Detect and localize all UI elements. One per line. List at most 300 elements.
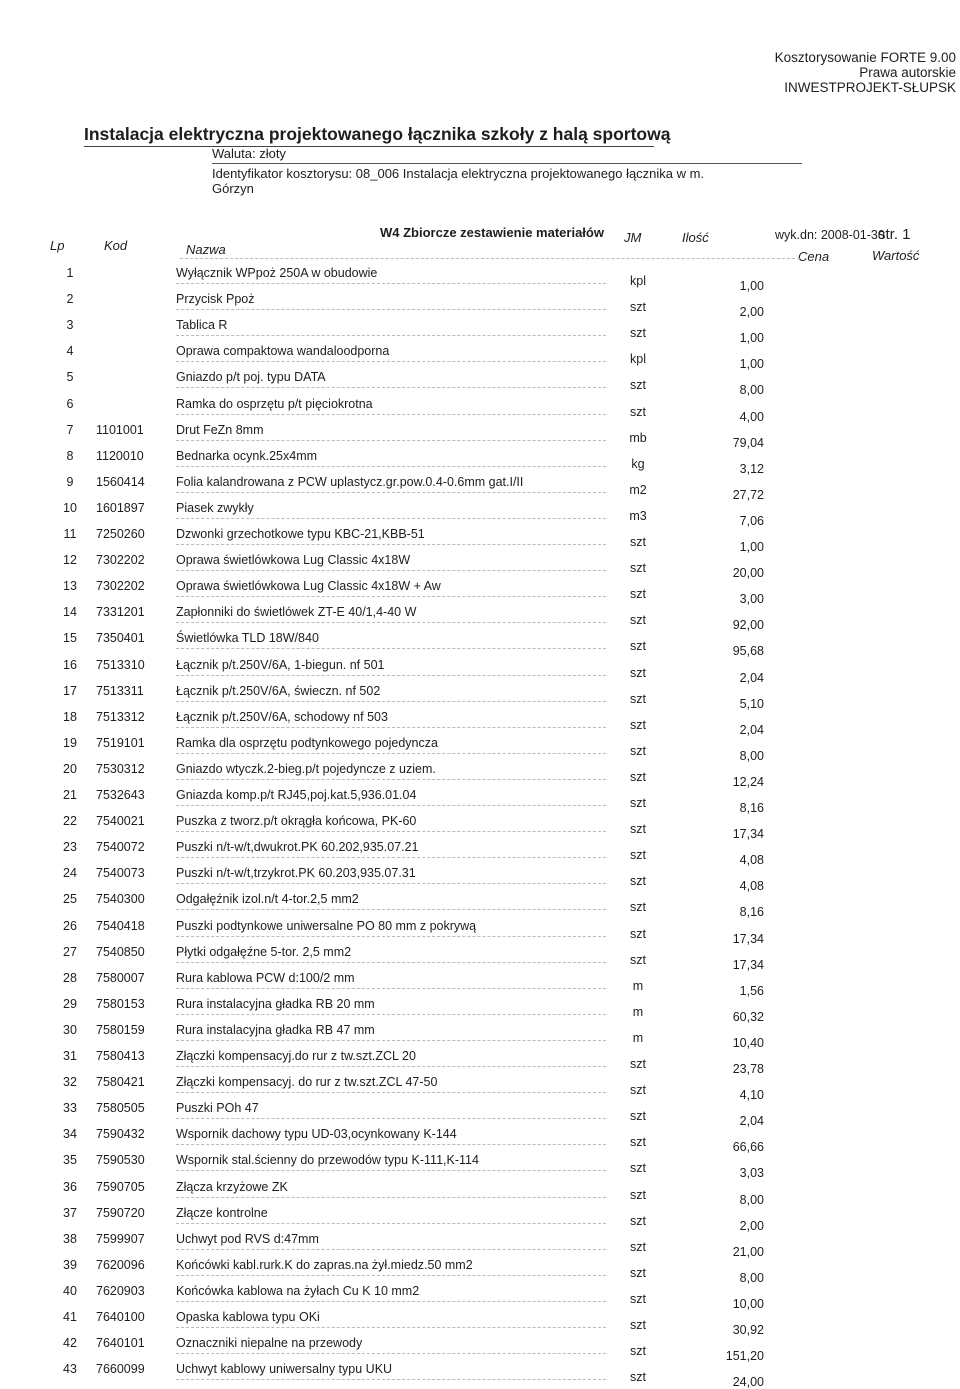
table-row <box>0 1049 960 1075</box>
row-lp: 37 <box>63 1205 77 1220</box>
row-lp: 22 <box>63 814 77 829</box>
row-lp: 19 <box>63 735 77 750</box>
estimate-identifier <box>212 166 704 196</box>
row-jm: szt <box>630 378 646 393</box>
table-row <box>0 1258 960 1284</box>
row-kod: 7640100 <box>96 1310 145 1324</box>
row-name: Tablica R <box>176 318 228 333</box>
row-jm: szt <box>630 1135 646 1150</box>
row-divider <box>176 466 606 467</box>
table-row <box>0 710 960 736</box>
row-name: Złącze kontrolne <box>176 1205 268 1220</box>
row-lp: 6 <box>66 396 74 411</box>
table-row <box>0 318 960 344</box>
row-name: Rura instalacyjna gładka RB 47 mm <box>176 1022 375 1037</box>
row-divider <box>176 309 606 310</box>
row-lp: 38 <box>63 1231 77 1246</box>
row-quantity: 17,34 <box>732 931 764 946</box>
row-jm: szt <box>630 535 646 549</box>
table-row <box>0 788 960 814</box>
row-divider <box>176 414 606 415</box>
row-kod: 7250260 <box>96 527 145 541</box>
row-lp: 17 <box>63 683 77 698</box>
row-quantity: 8,00 <box>739 1270 764 1285</box>
row-name: Łącznik p/t.250V/6A, 1-biegun. nf 501 <box>176 657 385 672</box>
row-kod: 7513310 <box>96 657 145 672</box>
table-row <box>0 1336 960 1362</box>
row-divider <box>176 936 606 937</box>
row-jm: szt <box>630 639 646 654</box>
row-name: Gniazdo p/t poj. typu DATA <box>176 370 326 385</box>
row-lp: 18 <box>63 709 77 724</box>
row-name: Oznaczniki niepalne na przewody <box>176 1336 363 1351</box>
row-name: Przycisk Ppoż <box>176 292 255 307</box>
row-divider <box>176 962 606 963</box>
row-quantity: 20,00 <box>732 566 764 581</box>
column-header-jm: JM <box>624 230 642 245</box>
row-divider <box>176 335 606 336</box>
row-jm: szt <box>630 717 646 732</box>
row-lp: 1 <box>66 266 74 280</box>
row-jm: szt <box>630 1318 646 1332</box>
app-name: Kosztorysowanie FORTE 9.00 <box>774 50 956 65</box>
row-divider <box>176 857 606 858</box>
row-divider <box>176 1353 606 1354</box>
row-divider <box>176 518 606 519</box>
table-row <box>0 840 960 866</box>
row-quantity: 12,24 <box>732 774 764 789</box>
row-name: Bednarka ocynk.25x4mm <box>176 448 318 463</box>
row-quantity: 24,00 <box>732 1375 764 1389</box>
row-quantity: 79,04 <box>732 435 764 450</box>
table-row <box>0 527 960 553</box>
column-header-lp: Lp <box>50 238 65 253</box>
row-quantity: 2,00 <box>739 305 764 320</box>
row-name: Świetlówka TLD 18W/840 <box>176 631 319 646</box>
row-kod: 1601897 <box>96 500 145 515</box>
row-kod: 7640101 <box>96 1336 145 1351</box>
title-divider <box>84 146 654 147</box>
row-divider <box>176 701 606 702</box>
row-quantity: 8,00 <box>739 1192 764 1207</box>
table-row <box>0 1362 960 1388</box>
row-divider <box>176 988 606 989</box>
row-name: Zapłonniki do świetlówek ZT-E 40/1,4-40 W <box>176 605 417 620</box>
table-row <box>0 1023 960 1049</box>
row-name: Rura instalacyjna gładka RB 20 mm <box>176 996 375 1011</box>
row-name: Wspornik stal.ścienny do przewodów typu K-111,K-114 <box>176 1153 479 1168</box>
table-row <box>0 449 960 475</box>
row-quantity: 2,04 <box>739 670 764 685</box>
table-row <box>0 866 960 892</box>
table-row <box>0 423 960 449</box>
row-lp: 36 <box>63 1179 77 1194</box>
table-row <box>0 1206 960 1232</box>
row-lp: 43 <box>63 1362 77 1377</box>
row-kod: 7331201 <box>96 605 145 620</box>
row-name: Oprawa świetlówkowa Lug Classic 4x18W <box>176 553 411 568</box>
row-name: Łącznik p/t.250V/6A, świeczn. nf 502 <box>176 683 381 698</box>
row-quantity: 8,16 <box>739 801 764 815</box>
row-lp: 11 <box>63 527 77 541</box>
row-kod: 7540072 <box>96 840 145 855</box>
row-quantity: 60,32 <box>732 1009 764 1024</box>
row-lp: 33 <box>63 1101 77 1116</box>
row-quantity: 10,00 <box>732 1296 764 1311</box>
row-jm: szt <box>630 1370 646 1385</box>
table-row <box>0 919 960 945</box>
table-row <box>0 605 960 631</box>
row-lp: 23 <box>63 840 77 855</box>
row-kod: 7540073 <box>96 866 145 881</box>
row-name: Folia kalandrowana z PCW uplastycz.gr.pow.0.4-0.6mm gat.I/II <box>176 474 524 489</box>
row-quantity: 1,00 <box>739 279 764 293</box>
row-lp: 42 <box>63 1336 77 1351</box>
table-row <box>0 892 960 918</box>
row-kod: 7519101 <box>96 735 145 750</box>
row-lp: 7 <box>66 422 74 437</box>
table-row <box>0 344 960 370</box>
table-row <box>0 1232 960 1258</box>
company-name: INWESTPROJEKT-SŁUPSK <box>784 80 956 95</box>
row-divider <box>176 492 606 493</box>
column-header-kod: Kod <box>104 238 128 253</box>
row-kod: 7580413 <box>96 1049 145 1063</box>
row-name: Odgałęźnik izol.n/t 4-tor.2,5 mm2 <box>176 892 359 907</box>
row-jm: szt <box>630 300 646 315</box>
row-quantity: 8,00 <box>739 383 764 398</box>
column-header-cena: Cena <box>798 249 830 264</box>
row-name: Oprawa świetlówkowa Lug Classic 4x18W + Aw <box>176 579 441 594</box>
row-jm: szt <box>630 326 646 341</box>
currency-label: Waluta: złoty <box>212 146 286 161</box>
row-lp: 13 <box>63 579 77 594</box>
table-row <box>0 658 960 684</box>
table-row <box>0 736 960 762</box>
row-lp: 32 <box>63 1075 77 1090</box>
row-lp: 15 <box>63 631 77 646</box>
table-row <box>0 631 960 657</box>
row-quantity: 4,10 <box>739 1088 764 1103</box>
row-divider <box>176 1014 606 1015</box>
row-quantity: 4,08 <box>739 879 764 894</box>
table-row <box>0 266 960 292</box>
row-quantity: 92,00 <box>732 618 764 633</box>
row-quantity: 3,12 <box>739 461 764 476</box>
row-divider <box>176 727 606 728</box>
row-name: Wspornik dachowy typu UD-03,ocynkowany K-144 <box>176 1127 457 1142</box>
row-jm: m <box>632 978 644 993</box>
row-quantity: 2,04 <box>739 1114 764 1129</box>
row-jm: szt <box>630 874 646 889</box>
row-lp: 10 <box>63 500 77 515</box>
row-kod: 7540021 <box>96 814 145 829</box>
row-name: Drut FeZn 8mm <box>176 422 264 437</box>
row-jm: szt <box>630 952 646 967</box>
row-lp: 8 <box>66 448 74 463</box>
row-lp: 14 <box>63 605 77 620</box>
row-quantity: 8,16 <box>739 905 764 920</box>
row-jm: m <box>632 1030 644 1045</box>
row-kod: 7660099 <box>96 1362 145 1377</box>
row-kod: 7540418 <box>96 918 145 933</box>
row-kod: 7590530 <box>96 1153 145 1168</box>
row-name: Ramka do osprzętu p/t pięciokrotna <box>176 396 373 411</box>
row-quantity: 151,20 <box>725 1349 764 1364</box>
row-kod: 7580505 <box>96 1101 145 1116</box>
row-quantity: 17,34 <box>732 957 764 972</box>
row-divider <box>176 1327 606 1328</box>
row-divider <box>176 648 606 649</box>
copyright-label: Prawa autorskie <box>859 65 956 80</box>
row-name: Puszka z tworz.p/t okrągła końcowa, PK-60 <box>176 814 417 829</box>
row-jm: szt <box>630 1344 646 1359</box>
row-jm: szt <box>630 404 646 419</box>
row-jm: szt <box>630 1109 646 1124</box>
table-row <box>0 762 960 788</box>
row-quantity: 17,34 <box>732 827 764 842</box>
identifier-line: Identyfikator kosztorysu: 08_006 Instalacja elektryczna projektowanego łącznika w m. <box>212 166 705 181</box>
row-quantity: 95,68 <box>732 644 764 659</box>
row-jm: kg <box>631 456 645 471</box>
row-lp: 40 <box>63 1283 77 1298</box>
row-kod: 7302202 <box>96 553 145 568</box>
row-name: Łącznik p/t.250V/6A, schodowy nf 503 <box>176 709 388 724</box>
row-jm: szt <box>630 926 646 941</box>
row-jm: szt <box>630 769 646 784</box>
row-lp: 30 <box>63 1022 77 1037</box>
row-divider <box>176 1170 606 1171</box>
row-quantity: 8,00 <box>739 748 764 763</box>
row-kod: 7540300 <box>96 892 145 907</box>
row-kod: 7580153 <box>96 996 145 1011</box>
row-divider <box>176 1249 606 1250</box>
row-divider <box>176 361 606 362</box>
row-quantity: 21,00 <box>732 1244 764 1259</box>
row-jm: szt <box>630 1265 646 1280</box>
row-divider <box>176 779 606 780</box>
row-jm: szt <box>630 665 646 680</box>
row-name: Złączki kompensacyj.do rur z tw.szt.ZCL 20 <box>176 1049 416 1063</box>
row-jm: kpl <box>630 274 646 288</box>
row-quantity: 2,04 <box>739 722 764 737</box>
row-jm: szt <box>630 1083 646 1098</box>
row-lp: 24 <box>63 866 77 881</box>
row-name: Puszki n/t-w/t,trzykrot.PK 60.203,935.07.31 <box>176 866 416 881</box>
table-row <box>0 684 960 710</box>
row-jm: mb <box>629 430 647 445</box>
row-name: Puszki podtynkowe uniwersalne PO 80 mm z pokrywą <box>176 918 477 933</box>
row-kod: 7620096 <box>96 1257 145 1272</box>
row-lp: 4 <box>66 344 74 359</box>
row-kod: 7599907 <box>96 1231 145 1246</box>
row-jm: szt <box>630 587 646 602</box>
row-name: Gniazdo wtyczk.2-bieg.p/t pojedyncze z uziem. <box>176 761 436 776</box>
row-quantity: 1,00 <box>739 331 764 346</box>
row-divider <box>176 805 606 806</box>
row-divider <box>176 544 606 545</box>
row-jm: m <box>632 1004 644 1019</box>
row-lp: 25 <box>63 892 77 907</box>
row-lp: 39 <box>63 1257 77 1272</box>
row-kod: 7513311 <box>96 683 144 698</box>
page-number: str. 1 <box>878 226 911 243</box>
row-lp: 31 <box>63 1049 77 1063</box>
row-quantity: 30,92 <box>732 1323 764 1337</box>
table-row <box>0 1180 960 1206</box>
table-row <box>0 997 960 1023</box>
row-jm: szt <box>630 900 646 915</box>
execution-date: wyk.dn: 2008-01-30 <box>775 228 885 242</box>
table-row <box>0 292 960 318</box>
row-divider <box>176 1066 606 1067</box>
row-jm: kpl <box>630 352 646 367</box>
row-lp: 20 <box>63 761 77 776</box>
row-name: Puszki POh 47 <box>176 1101 259 1116</box>
row-lp: 29 <box>63 996 77 1011</box>
row-kod: 1560414 <box>96 474 145 489</box>
row-divider <box>176 387 606 388</box>
row-lp: 28 <box>63 970 77 985</box>
software-info <box>775 50 956 95</box>
table-row <box>0 1284 960 1310</box>
row-lp: 12 <box>63 553 77 568</box>
row-divider <box>176 570 606 571</box>
table-row <box>0 1127 960 1153</box>
row-kod: 7620903 <box>96 1283 145 1298</box>
row-jm: szt <box>630 848 646 863</box>
column-header-wartosc: Wartość <box>872 248 920 263</box>
row-name: Oprawa compaktowa wandaloodporna <box>176 344 390 359</box>
table-row <box>0 1075 960 1101</box>
row-divider <box>176 909 606 910</box>
row-divider <box>176 883 606 884</box>
table-row <box>0 397 960 423</box>
row-lp: 2 <box>66 292 74 307</box>
row-name: Rura kablowa PCW d:100/2 mm <box>176 970 355 985</box>
row-divider <box>176 1197 606 1198</box>
row-kod: 7590705 <box>96 1179 145 1194</box>
row-name: Uchwyt pod RVS d:47mm <box>176 1231 319 1246</box>
row-jm: szt <box>630 822 646 837</box>
row-name: Płytki odgałęźne 5-tor. 2,5 mm2 <box>176 944 352 959</box>
row-name: Końcówki kabl.rurk.K do zapras.na żył.miedz.50 mm2 <box>176 1257 473 1272</box>
row-divider <box>176 675 606 676</box>
row-name: Złączki kompensacyj. do rur z tw.szt.ZCL 47-50 <box>176 1075 438 1090</box>
row-jm: szt <box>630 613 646 628</box>
row-name: Ramka dla osprzętu podtynkowego pojedyncza <box>176 735 438 750</box>
row-divider <box>176 1092 606 1093</box>
row-jm: szt <box>630 743 646 758</box>
row-quantity: 2,00 <box>739 1218 764 1233</box>
row-quantity: 23,78 <box>732 1062 764 1076</box>
row-divider <box>176 1040 606 1041</box>
row-kod: 7532643 <box>96 788 145 802</box>
row-name: Wyłącznik WPpoż 250A w obudowie <box>176 266 378 280</box>
row-lp: 26 <box>63 918 77 933</box>
row-lp: 16 <box>63 657 77 672</box>
row-kod: 7530312 <box>96 761 145 776</box>
row-quantity: 1,00 <box>739 357 764 372</box>
row-name: Uchwyt kablowy uniwersalny typu UKU <box>176 1362 393 1377</box>
section-heading: W4 Zbiorcze zestawienie materiałów <box>380 225 604 240</box>
row-quantity: 4,08 <box>739 853 764 868</box>
document-title: Instalacja elektryczna projektowanego łącznika szkoły z halą sportową <box>84 124 671 144</box>
row-divider <box>176 1144 606 1145</box>
row-jm: szt <box>630 1187 646 1202</box>
row-lp: 27 <box>63 944 77 959</box>
row-name: Puszki n/t-w/t,dwukrot.PK 60.202,935.07.21 <box>176 840 419 855</box>
table-row <box>0 1310 960 1336</box>
row-quantity: 4,00 <box>739 409 764 424</box>
row-lp: 21 <box>63 788 77 802</box>
row-jm: szt <box>630 1291 646 1306</box>
table-row <box>0 971 960 997</box>
row-jm: szt <box>630 796 646 810</box>
column-header-ilosc: Ilość <box>682 230 709 245</box>
row-jm: szt <box>630 1057 646 1071</box>
row-lp: 9 <box>66 474 74 489</box>
row-quantity: 3,03 <box>739 1166 764 1181</box>
row-divider <box>176 1275 606 1276</box>
row-quantity: 66,66 <box>732 1140 764 1155</box>
row-quantity: 10,40 <box>732 1035 764 1050</box>
currency-divider <box>212 163 802 164</box>
row-quantity: 1,00 <box>739 540 764 554</box>
row-jm: m3 <box>629 508 647 523</box>
row-name: Piasek zwykły <box>176 500 254 515</box>
row-divider <box>176 1118 606 1119</box>
row-quantity: 27,72 <box>732 487 764 502</box>
table-row <box>0 1101 960 1127</box>
row-name: Gniazda komp.p/t RJ45,poj.kat.5,936.01.04 <box>176 788 417 802</box>
table-row <box>0 501 960 527</box>
column-header-nazwa: Nazwa <box>186 242 226 257</box>
row-divider <box>176 1301 606 1302</box>
row-kod: 1101001 <box>96 422 144 437</box>
row-kod: 7302202 <box>96 579 145 594</box>
row-jm: szt <box>630 561 646 576</box>
row-name: Złącza krzyżowe ZK <box>176 1179 288 1194</box>
row-quantity: 1,56 <box>739 983 764 998</box>
row-quantity: 7,06 <box>739 513 764 528</box>
row-quantity: 3,00 <box>739 592 764 607</box>
row-jm: szt <box>630 1239 646 1254</box>
row-kod: 7590720 <box>96 1205 145 1220</box>
row-divider <box>176 1379 606 1380</box>
identifier-line: Górzyn <box>212 181 254 196</box>
row-lp: 5 <box>66 370 74 385</box>
row-kod: 7350401 <box>96 631 145 646</box>
row-lp: 41 <box>63 1310 77 1324</box>
row-kod: 7580159 <box>96 1022 145 1037</box>
row-name: Dzwonki grzechotkowe typu KBC-21,KBB-51 <box>176 527 425 541</box>
row-divider <box>176 440 606 441</box>
row-name: Końcówka kablowa na żyłach Cu K 10 mm2 <box>176 1283 420 1298</box>
table-row <box>0 475 960 501</box>
row-kod: 1120010 <box>96 448 144 463</box>
row-jm: szt <box>630 1213 646 1228</box>
table-row <box>0 1153 960 1179</box>
header-divider <box>180 258 800 259</box>
row-jm: szt <box>630 691 646 706</box>
row-divider <box>176 1223 606 1224</box>
table-row <box>0 370 960 396</box>
row-lp: 35 <box>63 1153 77 1168</box>
table-row <box>0 579 960 605</box>
row-kod: 7513312 <box>96 709 145 724</box>
row-kod: 7590432 <box>96 1127 145 1142</box>
